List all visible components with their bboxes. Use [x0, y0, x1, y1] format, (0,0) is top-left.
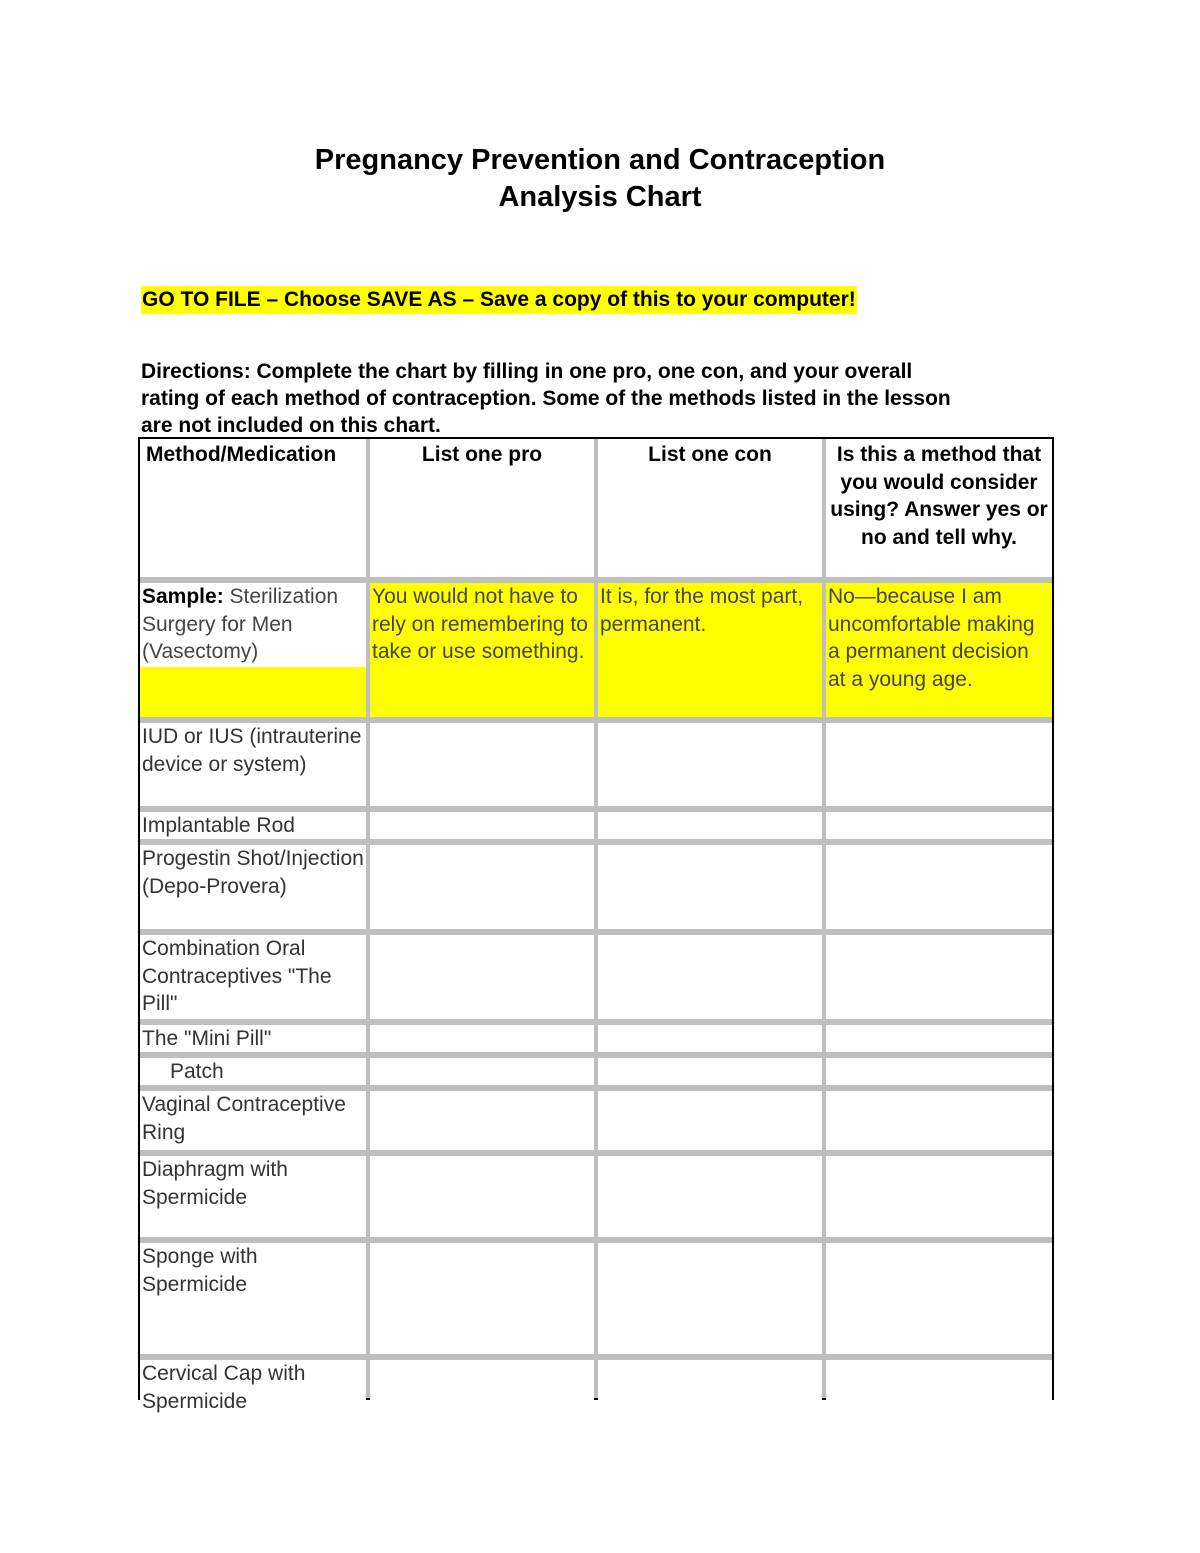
rating-cell-patch[interactable]	[826, 1058, 1052, 1085]
directions-line: rating of each method of contraception. Some of the methods listed in the lesson	[141, 387, 951, 410]
sample-method-cell	[140, 583, 366, 717]
con-cell-diaphragm[interactable]	[598, 1156, 822, 1237]
analysis-table	[138, 437, 1054, 1413]
header-rating: Is this a method that you would consider using? Answer yes or no and tell why.	[826, 439, 1052, 577]
method-cell-progestin-shot: Progestin Shot/Injection (Depo-Provera)	[140, 845, 366, 929]
method-cell-implantable-rod: Implantable Rod	[140, 812, 366, 839]
directions-text	[141, 358, 1061, 439]
sample-con-cell: It is, for the most part, permanent.	[598, 583, 822, 717]
rating-cell-implantable-rod[interactable]	[826, 812, 1052, 839]
con-cell-patch[interactable]	[598, 1058, 822, 1085]
method-cell-diaphragm: Diaphragm with Spermicide	[140, 1156, 366, 1237]
pro-cell-progestin-shot[interactable]	[370, 845, 594, 929]
sample-label: Sample:	[142, 585, 224, 608]
method-cell-sponge: Sponge with Spermicide	[140, 1243, 366, 1354]
header-con: List one con	[598, 439, 822, 577]
method-cell-mini-pill: The "Mini Pill"	[140, 1025, 366, 1052]
pro-cell-vaginal-ring[interactable]	[370, 1091, 594, 1150]
rating-cell-vaginal-ring[interactable]	[826, 1091, 1052, 1150]
rating-cell-mini-pill[interactable]	[826, 1025, 1052, 1052]
pro-cell-implantable-rod[interactable]	[370, 812, 594, 839]
con-cell-sponge[interactable]	[598, 1243, 822, 1354]
con-cell-cervical-cap[interactable]	[598, 1360, 822, 1415]
pro-cell-mini-pill[interactable]	[370, 1025, 594, 1052]
rating-cell-iud[interactable]	[826, 723, 1052, 806]
method-cell-iud: IUD or IUS (intrauterine device or system)	[140, 723, 366, 806]
sample-rating-cell: No—because I am uncomfortable making a permanent decision at a young age.	[826, 583, 1052, 717]
directions-line: are not included on this chart.	[141, 414, 441, 437]
rating-cell-sponge[interactable]	[826, 1243, 1052, 1354]
method-cell-combination-pill: Combination Oral Contraceptives "The Pill"	[140, 935, 366, 1019]
rating-cell-cervical-cap[interactable]	[826, 1360, 1052, 1415]
sample-method-text: Sterilization Surgery for Men (Vasectomy)	[142, 585, 339, 663]
con-cell-iud[interactable]	[598, 723, 822, 806]
con-cell-implantable-rod[interactable]	[598, 812, 822, 839]
rating-cell-diaphragm[interactable]	[826, 1156, 1052, 1237]
document-title-line1: Pregnancy Prevention and Contraception	[314, 144, 886, 176]
con-cell-progestin-shot[interactable]	[598, 845, 822, 929]
rating-cell-combination-pill[interactable]	[826, 935, 1052, 1019]
rating-cell-progestin-shot[interactable]	[826, 845, 1052, 929]
directions-line: Directions: Complete the chart by filling in one pro, one con, and your overall	[141, 360, 913, 383]
save-instruction-banner: GO TO FILE – Choose SAVE AS – Save a copy of this to your computer!	[141, 286, 857, 314]
pro-cell-sponge[interactable]	[370, 1243, 594, 1354]
con-cell-vaginal-ring[interactable]	[598, 1091, 822, 1150]
pro-cell-diaphragm[interactable]	[370, 1156, 594, 1237]
method-cell-cervical-cap: Cervical Cap with Spermicide	[140, 1360, 366, 1415]
sample-pro-cell: You would not have to rely on remembering to take or use something.	[370, 583, 594, 717]
pro-cell-patch[interactable]	[370, 1058, 594, 1085]
method-cell-vaginal-ring: Vaginal Contraceptive Ring	[140, 1091, 366, 1150]
document-title-line2: Analysis Chart	[498, 181, 702, 213]
pro-cell-cervical-cap[interactable]	[370, 1360, 594, 1415]
header-pro: List one pro	[370, 439, 594, 577]
header-method: Method/Medication	[140, 439, 366, 577]
pro-cell-iud[interactable]	[370, 723, 594, 806]
con-cell-combination-pill[interactable]	[598, 935, 822, 1019]
method-cell-patch: Patch	[140, 1058, 366, 1085]
con-cell-mini-pill[interactable]	[598, 1025, 822, 1052]
pro-cell-combination-pill[interactable]	[370, 935, 594, 1019]
